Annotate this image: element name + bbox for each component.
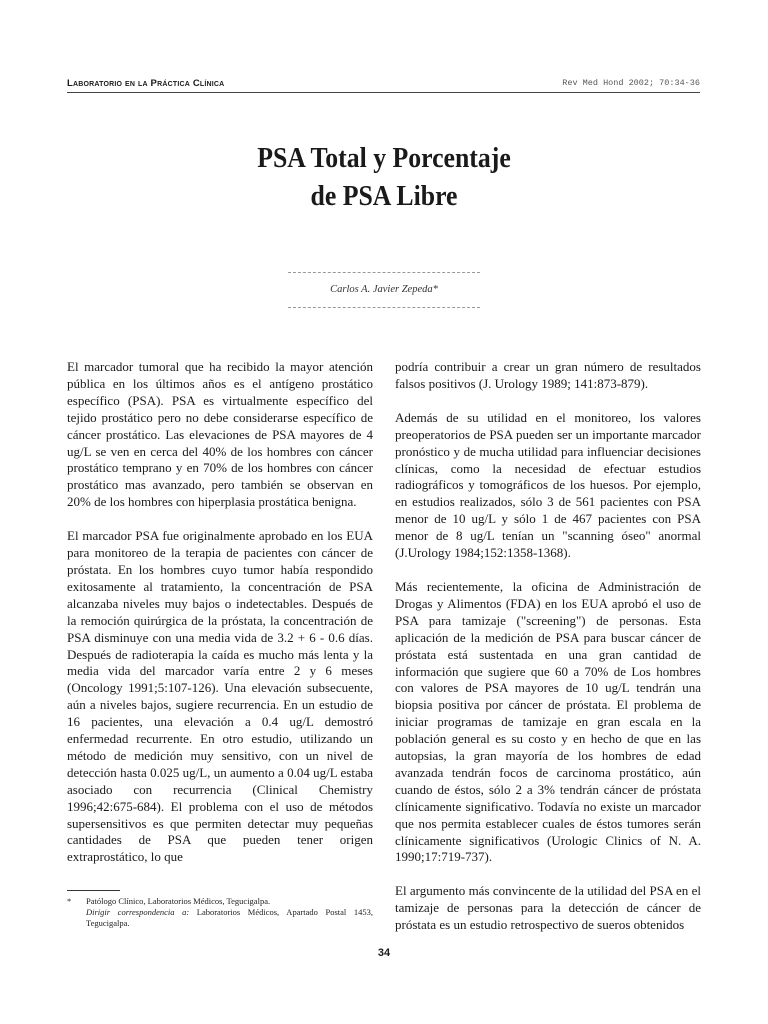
left-column bbox=[67, 359, 373, 866]
author-divider-top bbox=[288, 272, 480, 273]
section-label: Laboratorio en la Práctica Clínica bbox=[67, 78, 225, 89]
right-column bbox=[395, 359, 701, 934]
paragraph: Además de su utilidad en el monitoreo, los valores preoperatorios de PSA pueden ser un importante marcador pronóstico y de mucha utilidad para influenciar decisiones clínicas, como la necesidad de efectuar estudios radiográficos y tomográficos de los huesos. Por ejemplo, en estudios realizados, sólo 3 de 561 pacientes con PSA menor de 10 ug/L y sólo 1 de 467 pacientes con PSA menor de 8 ug/L tenían un "scanning óseo" anormal (J.Urology 1984;152:1358-1368). bbox=[395, 409, 701, 561]
correspondence-address: Laboratorios Médicos, Apartado Postal 1453, Tegucigalpa. bbox=[86, 907, 374, 928]
paragraph: Más recientemente, la oficina de Administración de Drogas y Alimentos (FDA) en los EUA aprobó el uso de PSA para tamizaje ("screening") de personas. Esta aplicación de la medición de PSA para buscar cáncer de próstata está sustentada en una gran cantidad de información que sugiere que 60 a 70% de Los hombres con valores de PSA mayores de 10 ug/L tendrán una biopsia positiva por cáncer de próstata. El problema de iniciar programas de tamizaje en gran escala en la población general es su costo y en hecho de que en las autopsias, la gran mayoría de los hombres de edad avanzada tendrán focos de carcinoma prostático, aún cuando de éstos, sólo 2 a 3% tendrán cáncer de próstata clínicamente significativo. Todavía no existe un marcador que nos permita establecer cuales de éstos tumores serán clínicamente significativos (Urologic Clinics of N. A. 1990;17:719-737). bbox=[395, 578, 701, 865]
footnote-marker: * bbox=[67, 896, 72, 906]
paragraph: El marcador tumoral que ha recibido la mayor atención pública en los últimos años es el antígeno prostático específico (PSA). PSA es virtualmente específico del tejido prostático pero no debe considerarse específico de cáncer prostático. Las elevaciones de PSA mayores de 4 ug/L se ven en cerca del 40% de los hombres con cáncer prostático temprano y en 70% de los hombres con cáncer prostático mas avanzado, pero también se observan en 20% de los hombres con hiperplasia prostática benigna. bbox=[67, 359, 373, 510]
journal-reference: Rev Med Hond 2002; 70:34-36 bbox=[562, 78, 700, 88]
footnote-affiliation: Patólogo Clínico, Laboratorios Médicos, Tegucigalpa. bbox=[86, 896, 271, 906]
author-byline: Carlos A. Javier Zepeda* bbox=[330, 284, 438, 295]
paragraph: El marcador PSA fue originalmente aprobado en los EUA para monitoreo de la terapia de pacientes con cáncer de próstata. En los hombres cuyo tumor había respondido exitosamente al tratamiento, la concentración de PSA alcanzaba niveles muy bajos o indetectables. Después de la remoción quirúrgica de la próstata, la concentración de PSA disminuye con una media vida de 3.2 + 6 - 0.6 días. Después de radioterapia la caída es mucho más lenta y la media vida del marcador varía entre 2 y 6 meses (Oncology 1991;5:107-126). Una elevación subsecuente, aún a niveles bajos, sugiere recurrencia. En un estudio de 16 pacientes, una elevación a 0.4 ug/L demostró enfermedad recurrente. En otro estudio, utilizando un método de medición muy sensitivo, con un nivel de detección hasta 0.025 ug/L, un aumento a 0.04 ug/L estaba asociado con recurrencia (Clinical Chemistry 1996;42:675-684). El problema con el uso de métodos supersensitivos es que permiten detectar muy pequeñas cantidades de PSA que pueden tener origen extraprostático, lo que bbox=[67, 528, 373, 865]
article-title bbox=[31, 140, 738, 216]
running-header bbox=[67, 78, 700, 93]
footnote-rule bbox=[67, 890, 120, 891]
title-line-1: PSA Total y Porcentaje bbox=[257, 143, 511, 174]
footnote bbox=[67, 896, 373, 929]
paragraph: El argumento más convincente de la utilidad del PSA en el tamizaje de personas para la detección de cáncer de próstata es un estudio retrospectivo de sueros obtenidos bbox=[395, 883, 701, 933]
paragraph: podría contribuir a crear un gran número de resultados falsos positivos (J. Urology 1989; 141:873-879). bbox=[395, 359, 701, 391]
title-line-2: de PSA Libre bbox=[310, 181, 458, 212]
footnote-correspondence bbox=[86, 907, 373, 929]
author-divider-bottom bbox=[288, 307, 480, 308]
page-number: 34 bbox=[377, 947, 391, 959]
correspondence-label: Dirigir correspondencia a: bbox=[86, 907, 190, 917]
